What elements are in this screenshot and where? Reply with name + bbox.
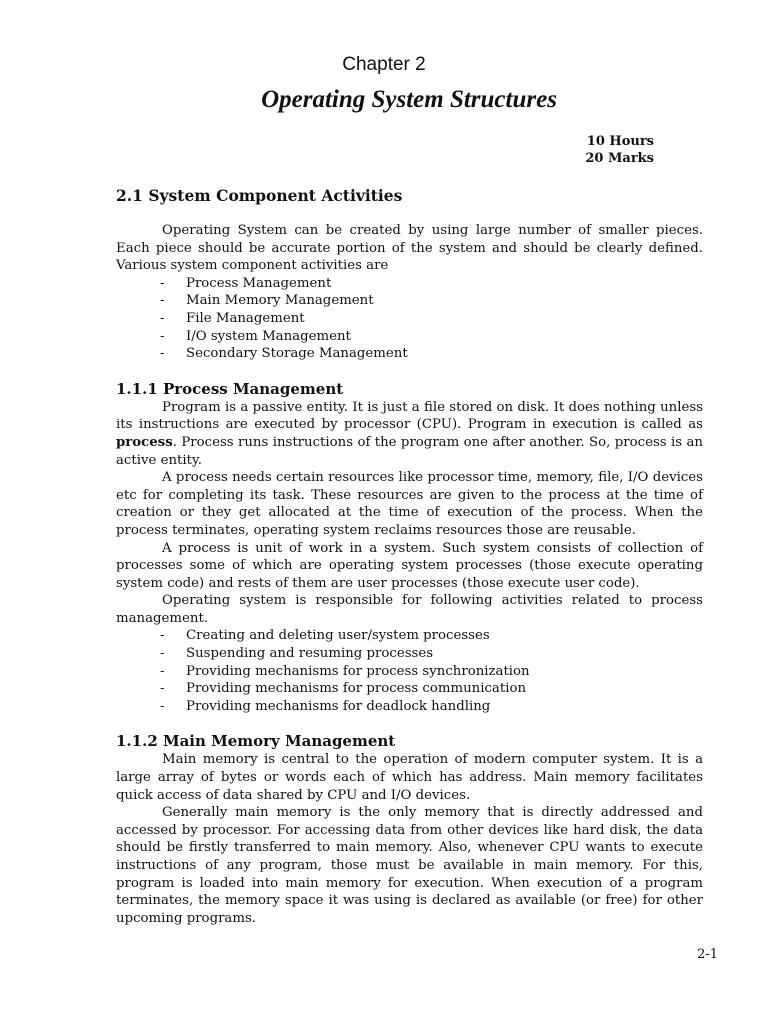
list-item: - Providing mechanisms for deadlock handling — [160, 698, 703, 716]
paragraph — [116, 399, 703, 469]
section-heading-1-1-2: 1.1.2 Main Memory Management — [116, 732, 396, 751]
list-item: - Secondary Storage Management — [160, 345, 703, 363]
paragraph: Generally main memory is the only memory that is directly addressed and accessed by processor. For accessing data from other devices like hard disk, the data should be firstly transferred to main memory. Also, whenever CPU wants to execute instructions of any program, those must be available in main memory. For this, program is loaded into main memory for execution. When execution of a program terminates, the memory space it was using is declared as available (or free) for other upcoming programs. — [116, 805, 703, 926]
page-number: 2-1 — [697, 947, 718, 962]
list-item: - Creating and deleting user/system processes — [160, 627, 703, 645]
section-heading-2-1: 2.1 System Component Activities — [116, 186, 403, 205]
page-content — [116, 184, 703, 927]
text-run: . Process runs instructions of the program one after another. So, process is an active entity. — [116, 434, 703, 468]
section-heading-1-1-1: 1.1.1 Process Management — [116, 379, 344, 398]
marks-label: 20 Marks — [585, 151, 654, 166]
chapter-meta — [560, 133, 654, 167]
list-item: - Process Management — [160, 275, 703, 293]
hours-label: 10 Hours — [586, 134, 654, 149]
list-item: - Providing mechanisms for process communication — [160, 680, 703, 698]
list-item: - Providing mechanisms for process synchronization — [160, 663, 703, 681]
list-item: - Suspending and resuming processes — [160, 645, 703, 663]
list-item: - File Management — [160, 310, 703, 328]
chapter-label: Chapter 2 — [342, 54, 426, 75]
component-list — [116, 275, 703, 363]
paragraph: Operating System can be created by using large number of smaller pieces. Each piece should be accurate portion of the system and should be clearly defined. Various system component activities are — [116, 223, 703, 274]
term-process: process — [116, 434, 173, 450]
activity-list — [116, 627, 703, 715]
paragraph: A process needs certain resources like processor time, memory, file, I/O devices etc for completing its task. These resources are given to the process at the time of creation or they get allocated at the time of execution of the process. When the process terminates, operating system reclaims resources those are reusable. — [116, 470, 703, 538]
list-item: - Main Memory Management — [160, 292, 703, 310]
chapter-title: Operating System Structures — [261, 86, 557, 113]
paragraph: Main memory is central to the operation of modern computer system. It is a large array of bytes or words each of which has address. Main memory facilitates quick access of data shared by CPU and I/O devices. — [116, 752, 703, 803]
list-item: - I/O system Management — [160, 328, 703, 346]
paragraph: Operating system is responsible for following activities related to process management. — [116, 593, 703, 626]
text-run: Program is a passive entity. It is just a file stored on disk. It does nothing unless its instructions are executed by processor (CPU). Program in execution is called as — [116, 399, 703, 433]
paragraph: A process is unit of work in a system. Such system consists of collection of processes some of which are operating system processes (those execute operating system code) and rests of them are user processes (those execute user code). — [116, 540, 703, 591]
